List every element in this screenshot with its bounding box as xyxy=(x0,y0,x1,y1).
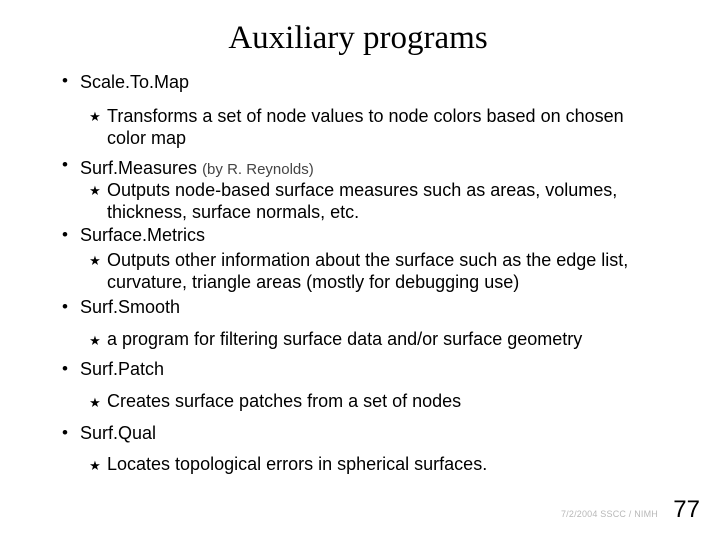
program-description: Outputs other information about the surface such as the edge list, curvature, triangle areas (mostly for debugging use) xyxy=(107,250,629,292)
program-name-surfpatch xyxy=(80,357,164,381)
program-name-scaletomap xyxy=(80,70,189,94)
star-icon: ★ xyxy=(89,458,101,473)
program-note: (by R. Reynolds) xyxy=(202,161,314,178)
program-label: Surf.Qual xyxy=(80,423,157,443)
program-description: Outputs node-based surface measures such as areas, volumes, thickness, surface normals, etc. xyxy=(107,180,618,222)
program-name-surfsmooth xyxy=(80,295,180,319)
bullet-icon: • xyxy=(62,359,68,378)
footer-text: 7/2/2004 SSCC / NIMH xyxy=(560,509,658,519)
bullet-icon: • xyxy=(62,155,68,174)
star-icon: ★ xyxy=(89,183,101,198)
program-description: Locates topological errors in spherical surfaces. xyxy=(107,454,488,474)
bullet-icon: • xyxy=(62,423,68,442)
program-label: Surf.Measures xyxy=(80,158,198,178)
star-icon: ★ xyxy=(89,333,101,348)
program-description: a program for filtering surface data and/or surface geometry xyxy=(107,329,583,349)
slide-title: Auxiliary programs xyxy=(228,20,488,56)
program-label: Scale.To.Map xyxy=(80,72,190,92)
program-label: Surf.Smooth xyxy=(80,297,181,317)
program-description: Creates surface patches from a set of nodes xyxy=(107,391,462,411)
program-name-surfacemetrics xyxy=(80,223,205,247)
page-number: 77 xyxy=(673,496,700,523)
star-icon: ★ xyxy=(89,109,101,124)
star-icon: ★ xyxy=(89,253,101,268)
program-description: Transforms a set of node values to node colors based on chosen color map xyxy=(107,106,624,148)
star-icon: ★ xyxy=(89,395,101,410)
program-name-surfqual xyxy=(80,421,156,445)
bullet-icon: • xyxy=(62,225,68,244)
bullet-icon: • xyxy=(62,297,68,316)
program-label: Surf.Patch xyxy=(80,359,165,379)
bullet-icon: • xyxy=(62,71,68,90)
program-label: Surface.Metrics xyxy=(80,225,206,245)
